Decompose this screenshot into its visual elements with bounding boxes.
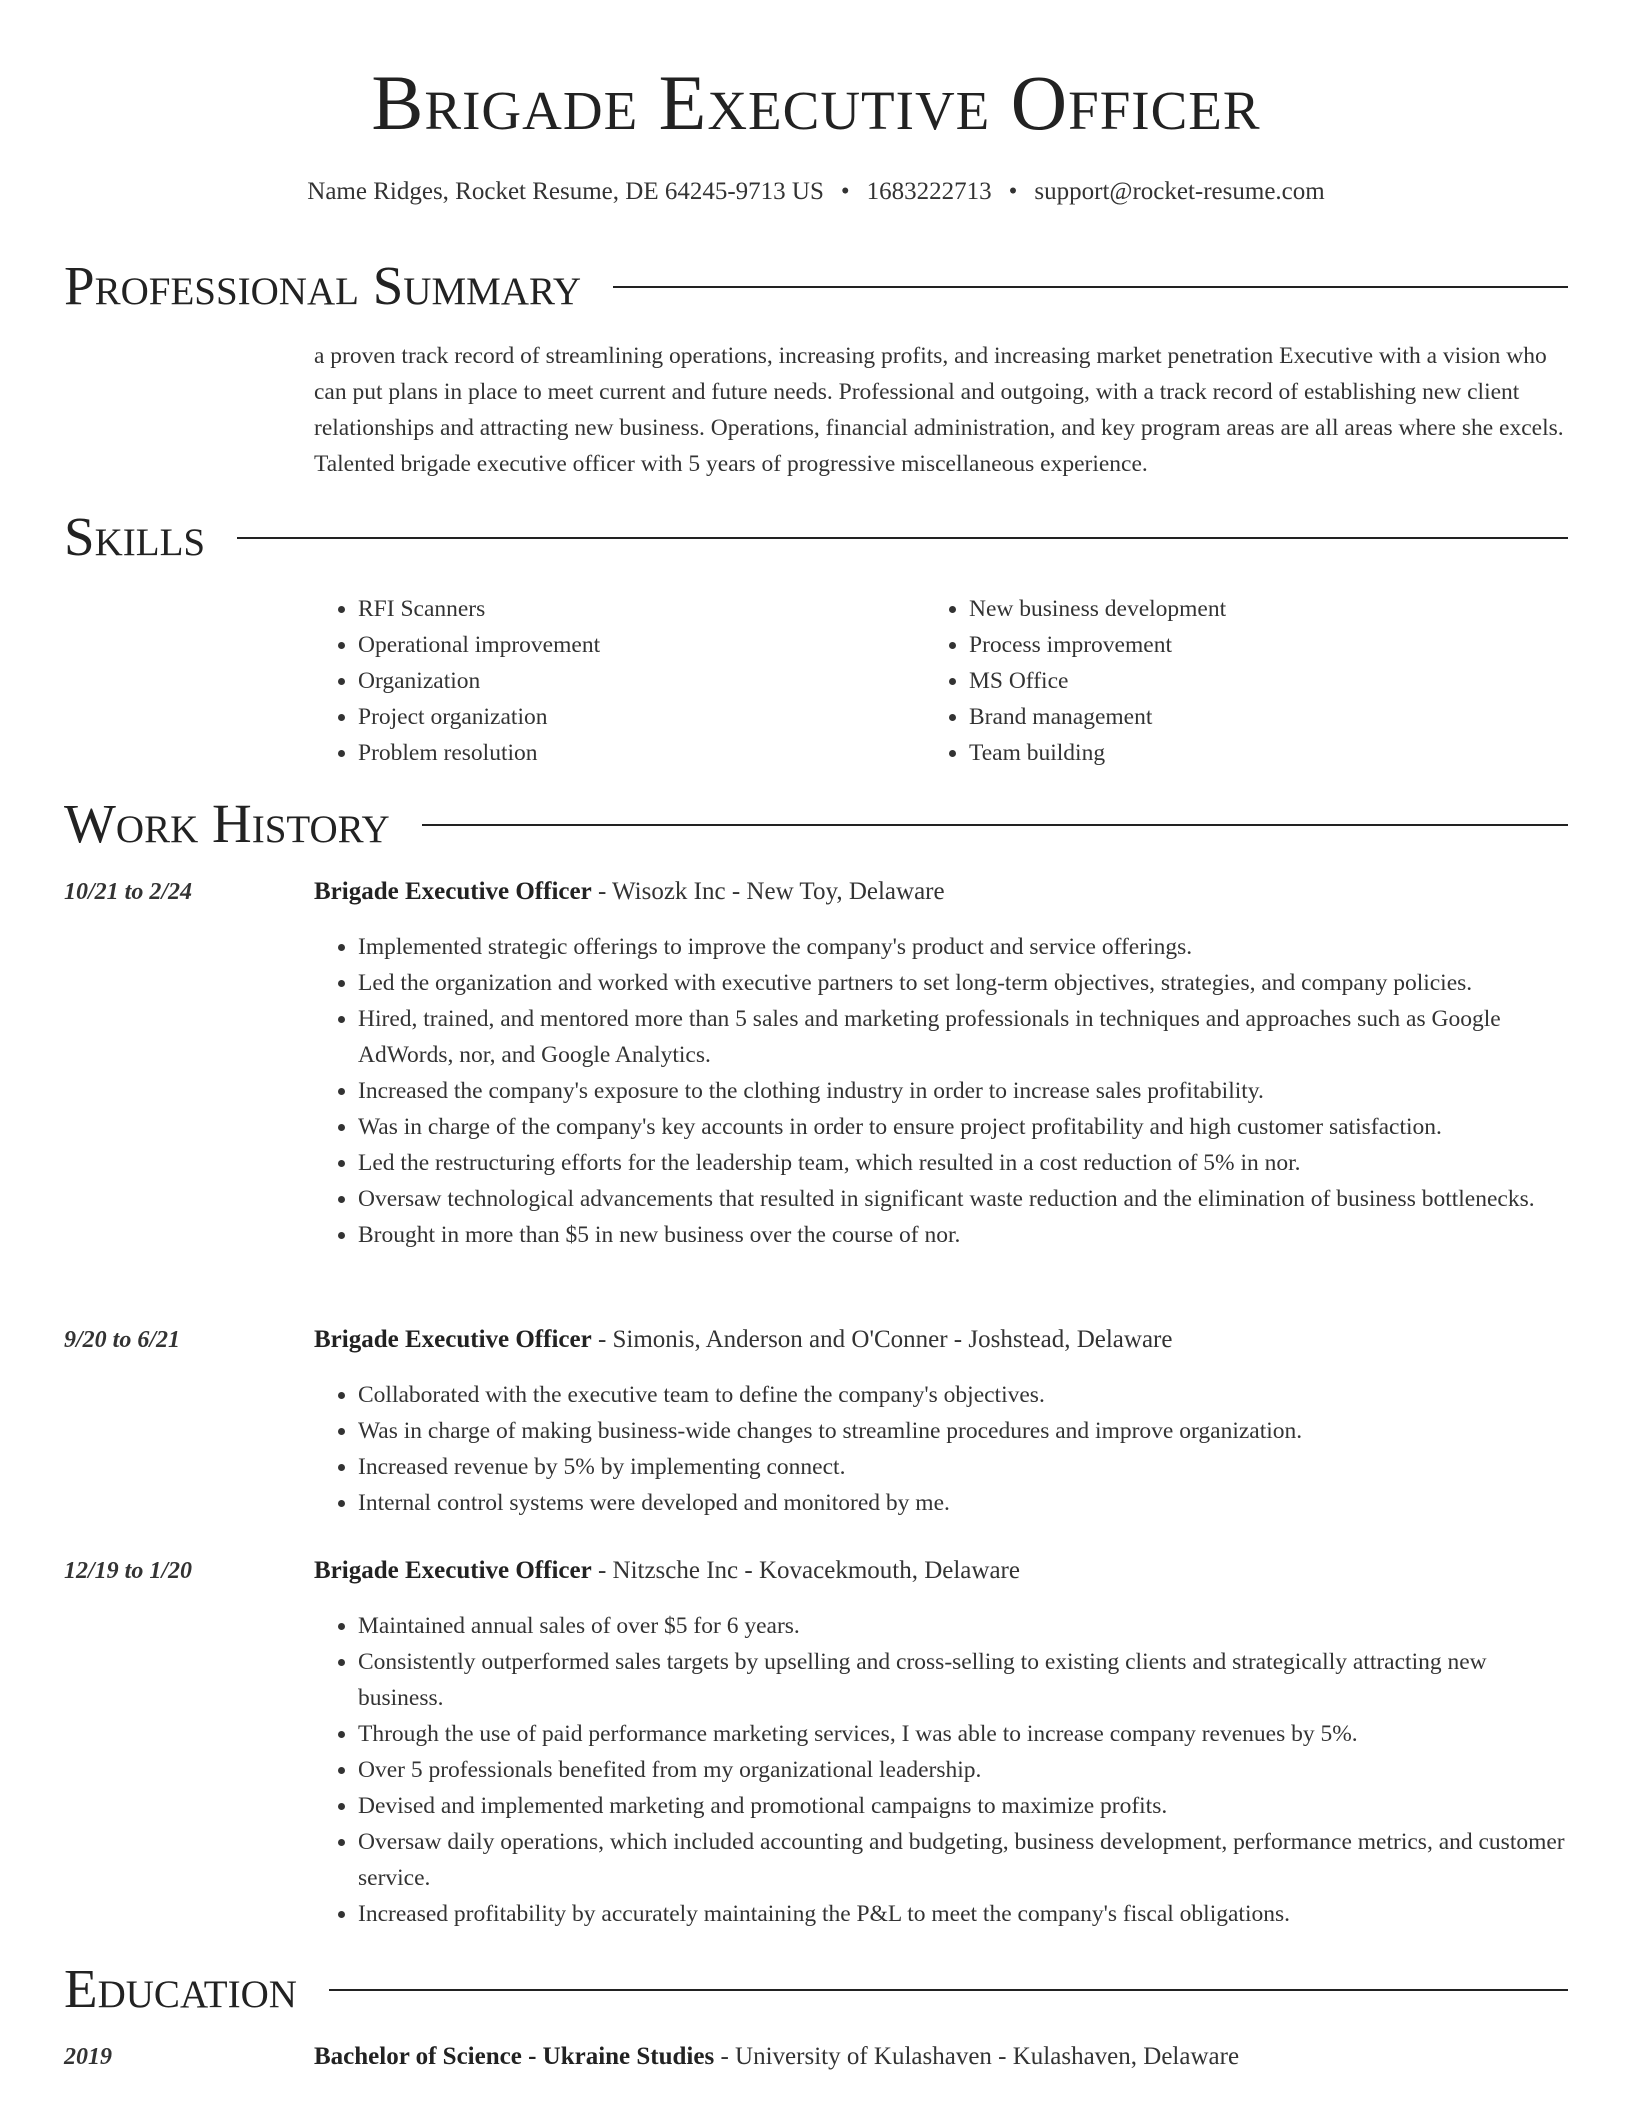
skill-item: • Problem resolution [358,735,914,771]
job-bullet: • Through the use of paid performance marketing services, I was able to increase company revenues by 5%. [358,1716,1568,1752]
skill-item: • MS Office [969,663,1525,699]
job-bullet: • Devised and implemented marketing and promotional campaigns to maximize profits. [358,1788,1568,1824]
job-bullet: • Increased the company's exposure to the clothing industry in order to increase sales profitability. [358,1073,1568,1109]
job-title: Brigade Executive Officer [314,1326,592,1353]
job-bullet: • Maintained annual sales of over $5 for 6 years. [358,1608,1568,1644]
contact-phone[interactable]: 1683222713 [866,178,992,205]
job-bullet: • Increased profitability by accurately maintaining the P&L to meet the company's fiscal obligations. [358,1896,1568,1932]
section-header-summary [64,256,1568,316]
education-school: - University of Kulashaven - Kulashaven, Delaware [714,2043,1240,2070]
section-divider [422,824,1568,826]
section-header-skills [64,507,1568,567]
job-employer: - Wisozk Inc - New Toy, Delaware [591,878,945,905]
job-bullets [314,1608,1568,1932]
job-bullet: • Oversaw daily operations, which included accounting and budgeting, business development, performance metrics, and customer service. [358,1824,1568,1896]
skill-item: • Brand management [969,699,1525,735]
section-divider [613,286,1568,288]
job-bullet: • Implemented strategic offerings to improve the company's product and service offerings. [358,929,1568,965]
section-header-work-history [64,794,1568,854]
job-bullets [314,1377,1568,1521]
skill-item: • Organization [358,663,914,699]
job-employer: - Nitzsche Inc - Kovacekmouth, Delaware [591,1557,1020,1584]
education-year: 2019 [64,2044,112,2070]
job-dates: 12/19 to 1/20 [64,1558,193,1584]
skills-list-right [925,591,1525,771]
job-bullet: • Was in charge of making business-wide changes to streamline procedures and improve organization. [358,1413,1568,1449]
section-title-education: Education [64,1958,297,2019]
job-bullet: • Consistently outperformed sales targets by upselling and cross-selling to existing clients and strategically attracting new business. [358,1644,1568,1716]
section-header-education [64,1959,1568,2019]
job-heading [314,1553,1568,1589]
education-degree: Bachelor of Science - Ukraine Studies [314,2043,715,2070]
job-title: Brigade Executive Officer [314,878,592,905]
contact-separator: • [1008,178,1018,205]
job-bullet: • Led the organization and worked with executive partners to set long-term objectives, strategies, and company policies. [358,965,1568,1001]
education-heading [314,2039,1568,2075]
skills-column-right [925,591,1525,771]
job-bullet: • Over 5 professionals benefited from my organizational leadership. [358,1752,1568,1788]
job-heading [314,1322,1568,1358]
skill-item: • Operational improvement [358,627,914,663]
job-title: Brigade Executive Officer [314,1557,592,1584]
job-heading [314,874,1568,910]
job-bullet: • Increased revenue by 5% by implementing connect. [358,1449,1568,1485]
skills-list-left [314,591,914,771]
job-bullet: • Collaborated with the executive team to define the company's objectives. [358,1377,1568,1413]
skill-item: • Project organization [358,699,914,735]
job-bullet: • Hired, trained, and mentored more than 5 sales and marketing professionals in techniques and approaches such as Google AdWords, nor, and Google Analytics. [358,1001,1568,1073]
job-employer: - Simonis, Anderson and O'Conner - Joshstead, Delaware [591,1326,1173,1353]
skill-item: • RFI Scanners [358,591,914,627]
contact-address: Name Ridges, Rocket Resume, DE 64245-9713 US [307,178,824,205]
job-bullet: • Internal control systems were developed and monitored by me. [358,1485,1568,1521]
resume-name: Brigade Executive Officer [371,59,1261,146]
job-dates: 10/21 to 2/24 [64,879,193,905]
job-bullet: • Was in charge of the company's key accounts in order to ensure project profitability and high customer satisfaction. [358,1109,1568,1145]
contact-separator: • [840,178,850,205]
job-bullet: • Led the restructuring efforts for the leadership team, which resulted in a cost reduction of 5% in nor. [358,1145,1568,1181]
section-divider [329,1989,1568,1991]
skill-item: • New business development [969,591,1525,627]
skill-item: • Process improvement [969,627,1525,663]
job-dates: 9/20 to 6/21 [64,1327,181,1353]
contact-line [0,174,1632,210]
contact-email[interactable]: support@rocket-resume.com [1034,178,1325,205]
skill-item: • Team building [969,735,1525,771]
job-bullets [314,929,1568,1253]
section-title-work-history: Work History [64,793,390,854]
skills-column-left [314,591,914,771]
job-bullet: • Brought in more than $5 in new business over the course of nor. [358,1217,1568,1253]
section-title-skills: Skills [64,506,206,567]
section-divider [237,537,1568,539]
summary-text: a proven track record of streamlining operations, increasing profits, and increasing market penetration Executive with a vision who can put plans in place to meet current and future needs. Professional and outgoing, with a track record of establishing new client relationships and attracting new business. Operations, financial administration, and key program areas are all areas where she excels. Talented brigade executive officer with 5 years of progressive miscellaneous experience. [314,343,1564,477]
section-title-summary: Professional Summary [64,255,582,316]
job-bullet: • Oversaw technological advancements that resulted in significant waste reduction and the elimination of business bottlenecks. [358,1181,1568,1217]
